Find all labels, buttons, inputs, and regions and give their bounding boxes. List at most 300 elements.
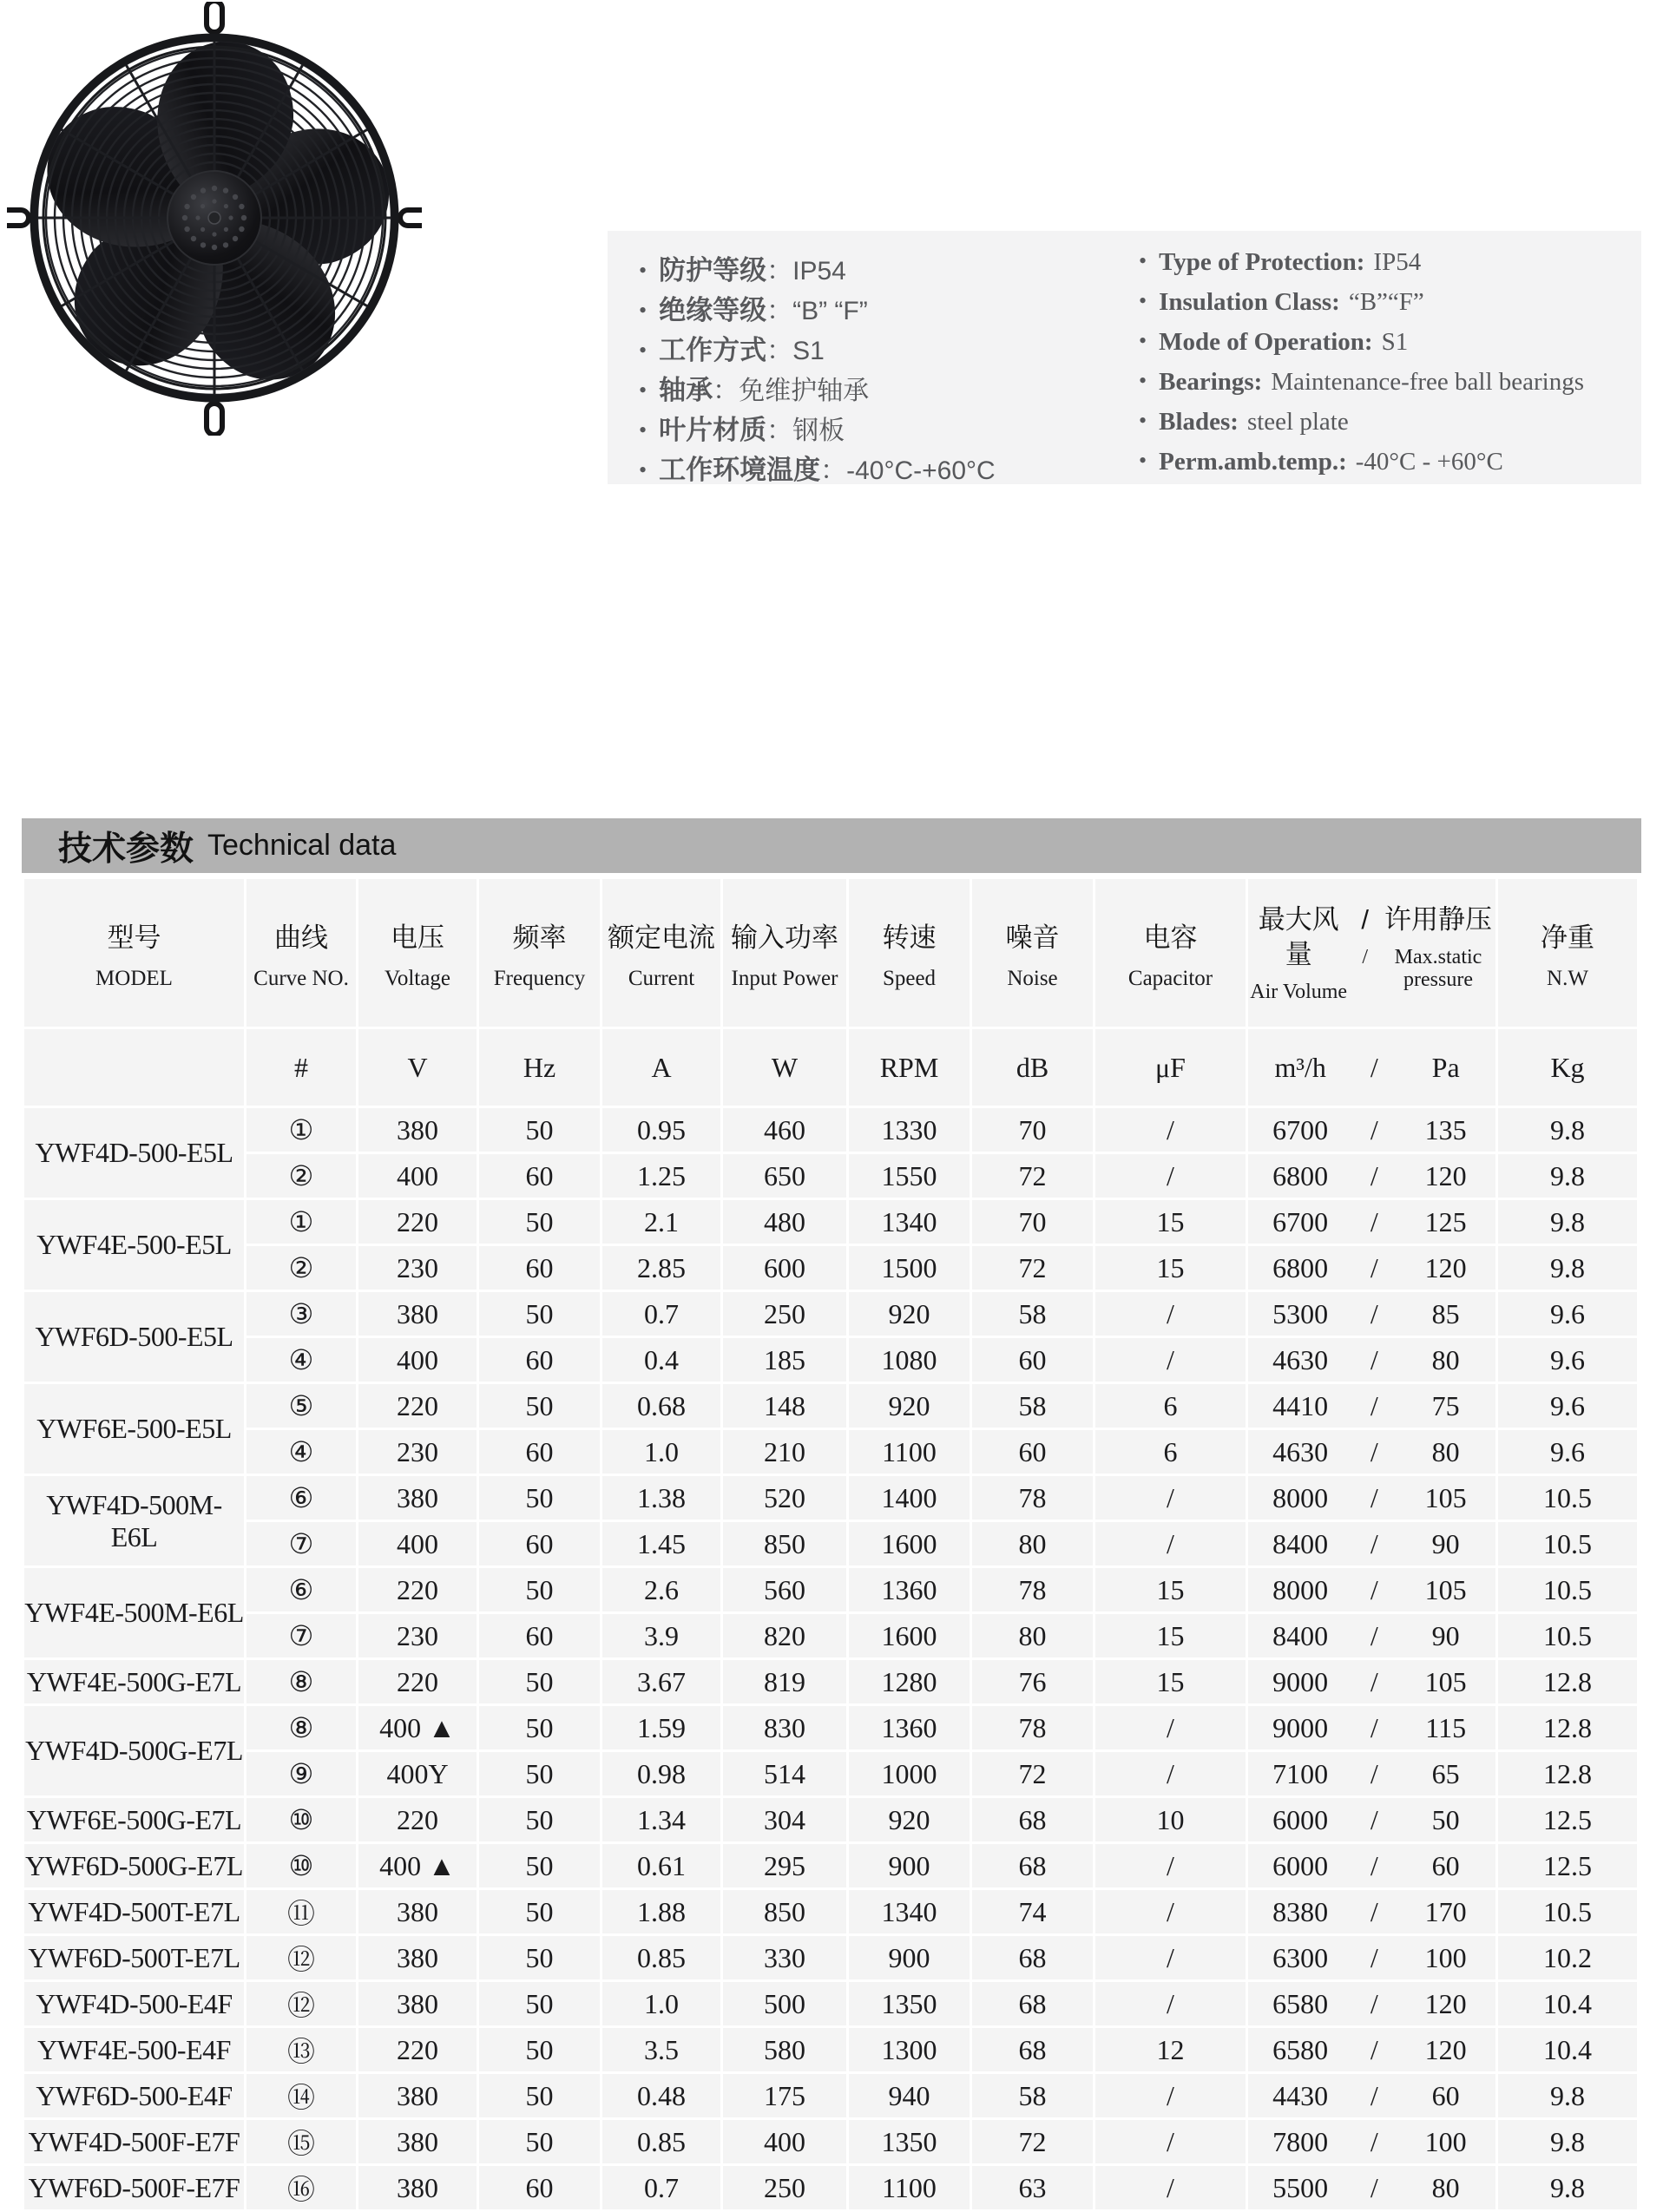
unit-cell: RPM [849, 1029, 970, 1106]
net-weight-cell: 9.8 [1498, 2166, 1637, 2209]
static-pressure-value: 125 [1424, 1205, 1467, 1237]
input-power-cell: 500 [723, 1982, 846, 2025]
spec-item-en [1139, 288, 1584, 328]
air-volume-value: 6580 [1272, 1987, 1329, 2019]
table-row [24, 2074, 1637, 2117]
bullet-icon: • [639, 457, 647, 482]
air-slash: / [1370, 1389, 1378, 1421]
spec-item-cn [639, 288, 996, 328]
noise-cell: 58 [972, 2074, 1093, 2117]
column-header-text [972, 916, 1093, 991]
bullet-icon: • [1139, 288, 1147, 313]
bullet-icon: • [1139, 448, 1147, 473]
noise-cell: 68 [972, 1936, 1093, 1979]
static-pressure-value: 105 [1424, 1665, 1467, 1697]
table-row [24, 1522, 1637, 1565]
table-row [24, 1890, 1637, 1933]
air-volume-value: 8400 [1272, 1619, 1329, 1651]
voltage-cell: 400 [358, 1338, 477, 1382]
air-volume-value: 7800 [1272, 2125, 1329, 2157]
curve-no-cell: ⑨ [246, 1752, 356, 1795]
noise-cell: 70 [972, 1200, 1093, 1244]
noise-cell: 78 [972, 1706, 1093, 1749]
table-row [24, 1476, 1637, 1520]
column-header-text [849, 916, 970, 991]
current-cell: 0.98 [602, 1752, 720, 1795]
air-volume-values [1248, 1942, 1495, 1974]
spec-value: 钢板 [792, 417, 845, 445]
speed-cell: 1600 [849, 1522, 970, 1565]
air-slash: / [1370, 1757, 1378, 1789]
input-power-cell: 820 [723, 1614, 846, 1657]
voltage-cell: 380 [358, 2166, 477, 2209]
header-cn: 频率 [512, 922, 567, 953]
capacitor-cell: / [1095, 1752, 1246, 1795]
table-row [24, 1430, 1637, 1474]
capacitor-cell: / [1095, 1982, 1246, 2025]
model-cell: YWF4D-500M-E6L [24, 1476, 244, 1565]
speed-cell: 1280 [849, 1660, 970, 1703]
air-volume-cell [1248, 1108, 1495, 1152]
capacitor-cell: / [1095, 1936, 1246, 1979]
air-volume-value: 8380 [1272, 1895, 1329, 1927]
header-en: Air Volume [1250, 981, 1348, 1003]
current-cell: 1.45 [602, 1522, 720, 1565]
static-pressure-value: 65 [1431, 1757, 1460, 1789]
input-power-cell: 560 [723, 1568, 846, 1611]
input-power-cell: 210 [723, 1430, 846, 1474]
speed-cell: 1360 [849, 1706, 970, 1749]
current-cell: 1.25 [602, 1154, 720, 1198]
voltage-cell: 220 [358, 1660, 477, 1703]
current-cell: 0.85 [602, 2120, 720, 2163]
table-row [24, 1982, 1637, 2025]
input-power-cell: 850 [723, 1890, 846, 1933]
unit-cell: μF [1095, 1029, 1246, 1106]
curve-no-cell: ① [246, 1108, 356, 1152]
current-cell: 0.4 [602, 1338, 720, 1382]
curve-no-cell: ⑯ [246, 2166, 356, 2209]
noise-cell: 72 [972, 1154, 1093, 1198]
capacitor-cell: / [1095, 1890, 1246, 1933]
current-cell: 0.7 [602, 2166, 720, 2209]
capacitor-cell: / [1095, 2166, 1246, 2209]
air-volume-value: 5500 [1272, 2171, 1329, 2203]
speed-cell: 1400 [849, 1476, 970, 1520]
input-power-cell: 295 [723, 1844, 846, 1887]
air-volume-values [1248, 2080, 1495, 2112]
curve-no-cell: ① [246, 1200, 356, 1244]
frequency-cell: 60 [479, 1614, 600, 1657]
air-volume-cell [1248, 1384, 1495, 1428]
frequency-cell: 50 [479, 1384, 600, 1428]
model-cell: YWF6D-500G-E7L [24, 1844, 244, 1887]
frequency-cell: 50 [479, 1476, 600, 1520]
input-power-cell: 330 [723, 1936, 846, 1979]
net-weight-cell: 10.5 [1498, 1476, 1637, 1520]
spec-value: 免维护轴承 [739, 377, 870, 405]
column-header [602, 879, 720, 1027]
air-volume-value: 8000 [1272, 1573, 1329, 1605]
table-row [24, 1108, 1637, 1152]
air-volume-value: 6700 [1272, 1205, 1329, 1237]
air-volume-value: 6800 [1272, 1251, 1329, 1283]
capacitor-cell: / [1095, 1154, 1246, 1198]
voltage-cell: 220 [358, 1568, 477, 1611]
speed-cell: 1500 [849, 1246, 970, 1290]
voltage-cell: 380 [358, 1292, 477, 1336]
curve-no-cell: ⑭ [246, 2074, 356, 2117]
speed-cell: 1000 [849, 1752, 970, 1795]
air-volume-units [1248, 1052, 1495, 1084]
curve-no-cell: ② [246, 1246, 356, 1290]
table-row [24, 1384, 1637, 1428]
header-en: Noise [1007, 966, 1058, 990]
noise-cell: 74 [972, 1890, 1093, 1933]
specs-list-en [1139, 248, 1584, 488]
curve-no-cell: ⑦ [246, 1522, 356, 1565]
speed-cell: 1340 [849, 1200, 970, 1244]
table-row [24, 1936, 1637, 1979]
air-slash: / [1370, 1849, 1378, 1881]
spec-value: -40°C - +60°C [1355, 448, 1503, 476]
net-weight-cell: 10.5 [1498, 1522, 1637, 1565]
table-row [24, 1200, 1637, 1244]
air-volume-cell [1248, 1522, 1495, 1565]
frequency-cell: 50 [479, 1706, 600, 1749]
air-volume-values [1248, 2034, 1495, 2066]
current-cell: 1.34 [602, 1798, 720, 1841]
air-volume-values [1248, 1620, 1495, 1652]
static-pressure-value: 90 [1431, 1619, 1460, 1651]
header-cn: 电容 [1143, 922, 1198, 953]
speed-cell: 940 [849, 2074, 970, 2117]
air-volume-cell [1248, 2028, 1495, 2071]
spec-value: “B” “F” [792, 297, 868, 325]
voltage-cell: 220 [358, 1384, 477, 1428]
curve-no-cell: ⑮ [246, 2120, 356, 2163]
static-pressure-value: 80 [1431, 1435, 1460, 1467]
curve-no-cell: ⑬ [246, 2028, 356, 2071]
capacitor-cell: 12 [1095, 2028, 1246, 2071]
curve-no-cell: ⑤ [246, 1384, 356, 1428]
slash-en: / [1362, 946, 1369, 968]
capacitor-cell: / [1095, 1108, 1246, 1152]
net-weight-cell: 9.8 [1498, 1154, 1637, 1198]
static-pressure-value: 170 [1424, 1895, 1467, 1927]
air-volume-values [1248, 1758, 1495, 1790]
curve-no-cell: ③ [246, 1292, 356, 1336]
curve-no-cell: ⑦ [246, 1614, 356, 1657]
net-weight-cell: 9.8 [1498, 1108, 1637, 1152]
table-row [24, 1614, 1637, 1657]
frequency-cell: 50 [479, 2074, 600, 2117]
air-volume-values [1248, 1390, 1495, 1422]
static-pressure-value: 60 [1431, 1849, 1460, 1881]
air-slash: / [1370, 1113, 1378, 1145]
air-volume-values [1248, 1482, 1495, 1514]
header-cn: 许用静压 [1384, 904, 1492, 935]
static-pressure-value: 100 [1424, 1941, 1467, 1973]
air-volume-values [1248, 2172, 1495, 2204]
air-volume-cell [1248, 1982, 1495, 2025]
air-volume-cell [1248, 1660, 1495, 1703]
air-volume-values [1248, 2126, 1495, 2158]
net-weight-cell: 9.8 [1498, 1246, 1637, 1290]
frequency-cell: 50 [479, 1982, 600, 2025]
noise-cell: 72 [972, 1246, 1093, 1290]
capacitor-cell: 15 [1095, 1200, 1246, 1244]
capacitor-cell: / [1095, 2074, 1246, 2117]
unit-slash: / [1370, 1051, 1378, 1083]
spec-value: IP54 [792, 257, 846, 286]
current-cell: 0.61 [602, 1844, 720, 1887]
current-cell: 3.67 [602, 1660, 720, 1703]
static-pressure-value: 105 [1424, 1481, 1467, 1513]
air-slash: / [1370, 2033, 1378, 2065]
air-volume-cell [1248, 2120, 1495, 2163]
spec-label: Perm.amb.temp.: [1159, 448, 1347, 476]
air-slash: / [1370, 1665, 1378, 1697]
column-header [723, 879, 846, 1027]
capacitor-cell: / [1095, 1844, 1246, 1887]
air-volume-values [1248, 1252, 1495, 1284]
spec-item-en [1139, 408, 1584, 448]
table-row [24, 2166, 1637, 2209]
static-pressure-value: 80 [1431, 1343, 1460, 1375]
air-slash: / [1370, 1619, 1378, 1651]
noise-cell: 78 [972, 1476, 1093, 1520]
voltage-cell: 380 [358, 1936, 477, 1979]
input-power-cell: 175 [723, 2074, 846, 2117]
net-weight-cell: 12.8 [1498, 1752, 1637, 1795]
speed-cell: 900 [849, 1936, 970, 1979]
header-en: Curve NO. [253, 966, 349, 990]
air-slash: / [1370, 1481, 1378, 1513]
air-slash: / [1370, 1251, 1378, 1283]
current-cell: 1.0 [602, 1430, 720, 1474]
noise-cell: 76 [972, 1660, 1093, 1703]
input-power-cell: 650 [723, 1154, 846, 1198]
model-cell: YWF4D-500F-E7F [24, 2120, 244, 2163]
air-volume-values [1248, 1298, 1495, 1330]
voltage-cell: 400 [358, 1154, 477, 1198]
input-power-cell: 600 [723, 1246, 846, 1290]
table-row [24, 1660, 1637, 1703]
header-en: Frequency [493, 966, 586, 990]
technical-data-table [22, 876, 1640, 2212]
bullet-icon: • [639, 258, 647, 283]
column-header [1498, 879, 1637, 1027]
fan-product-image [7, 2, 422, 436]
capacitor-cell: 15 [1095, 1614, 1246, 1657]
speed-cell: 1550 [849, 1154, 970, 1198]
noise-cell: 72 [972, 1752, 1093, 1795]
spec-separator: ： [713, 377, 739, 405]
air-volume-cell [1248, 1292, 1495, 1336]
speed-cell: 1360 [849, 1568, 970, 1611]
unit-air-volume: m³/h [1274, 1051, 1326, 1083]
noise-cell: 68 [972, 1798, 1093, 1841]
air-volume-header-left [1248, 903, 1349, 1003]
header-cn: 电压 [391, 922, 444, 953]
air-volume-header [1248, 903, 1495, 1003]
header-cn: 净重 [1541, 922, 1594, 953]
model-cell: YWF4D-500G-E7L [24, 1706, 244, 1795]
column-header [1095, 879, 1246, 1027]
net-weight-cell: 9.6 [1498, 1430, 1637, 1474]
voltage-cell: 380 [358, 2120, 477, 2163]
frequency-cell: 50 [479, 1936, 600, 1979]
header-en: Voltage [385, 966, 450, 990]
voltage-cell: 380 [358, 1982, 477, 2025]
static-pressure-value: 120 [1424, 1159, 1467, 1191]
input-power-cell: 514 [723, 1752, 846, 1795]
air-volume-values [1248, 1528, 1495, 1560]
column-header-text [479, 916, 600, 991]
current-cell: 0.85 [602, 1936, 720, 1979]
air-volume-cell [1248, 1154, 1495, 1198]
air-volume-value: 8000 [1272, 1481, 1329, 1513]
input-power-cell: 850 [723, 1522, 846, 1565]
header-cn: 噪音 [1005, 922, 1060, 953]
air-volume-cell [1248, 2074, 1495, 2117]
net-weight-cell: 12.8 [1498, 1660, 1637, 1703]
section-title-bar [22, 818, 1641, 873]
net-weight-cell: 9.8 [1498, 1200, 1637, 1244]
table-row [24, 1798, 1637, 1841]
air-volume-cell [1248, 1246, 1495, 1290]
air-slash: / [1370, 1573, 1378, 1605]
frequency-cell: 50 [479, 1108, 600, 1152]
curve-no-cell: ⑫ [246, 1982, 356, 2025]
input-power-cell: 460 [723, 1108, 846, 1152]
net-weight-cell: 9.8 [1498, 2120, 1637, 2163]
noise-cell: 58 [972, 1384, 1093, 1428]
frequency-cell: 60 [479, 1338, 600, 1382]
current-cell: 2.85 [602, 1246, 720, 1290]
capacitor-cell: / [1095, 1706, 1246, 1749]
net-weight-cell: 9.6 [1498, 1292, 1637, 1336]
frequency-cell: 60 [479, 1154, 600, 1198]
spec-value: Maintenance-free ball bearings [1271, 368, 1585, 396]
voltage-cell: 400 ▲ [358, 1844, 477, 1887]
air-slash: / [1370, 1895, 1378, 1927]
spec-item-cn [639, 248, 996, 288]
header-cn: 曲线 [274, 922, 328, 953]
table-row [24, 2028, 1637, 2071]
unit-cell: dB [972, 1029, 1093, 1106]
table-row [24, 1292, 1637, 1336]
speed-cell: 1300 [849, 2028, 970, 2071]
static-pressure-value: 85 [1431, 1297, 1460, 1329]
current-cell: 0.7 [602, 1292, 720, 1336]
spec-value: steel plate [1246, 408, 1349, 436]
current-cell: 1.0 [602, 1982, 720, 2025]
voltage-cell: 400 [358, 1522, 477, 1565]
unit-cell: A [602, 1029, 720, 1106]
frequency-cell: 50 [479, 1568, 600, 1611]
specs-list-cn [639, 248, 996, 488]
column-header [1248, 879, 1495, 1027]
spec-value: “B”“F” [1348, 288, 1424, 316]
table-row [24, 1844, 1637, 1887]
unit-cell: # [246, 1029, 356, 1106]
model-cell: YWF4D-500T-E7L [24, 1890, 244, 1933]
frequency-cell: 60 [479, 2166, 600, 2209]
net-weight-cell: 9.6 [1498, 1338, 1637, 1382]
frequency-cell: 50 [479, 1292, 600, 1336]
table-units-row [24, 1029, 1637, 1106]
voltage-cell: 230 [358, 1614, 477, 1657]
static-pressure-value: 105 [1424, 1573, 1467, 1605]
air-volume-value: 4430 [1272, 2079, 1329, 2111]
speed-cell: 920 [849, 1798, 970, 1841]
spec-separator: ： [766, 337, 793, 365]
air-volume-cell [1248, 1844, 1495, 1887]
input-power-cell: 400 [723, 2120, 846, 2163]
spec-label: Mode of Operation: [1159, 328, 1373, 356]
static-pressure-value: 60 [1431, 2079, 1460, 2111]
header-cn: 额定电流 [608, 922, 715, 953]
air-volume-value: 7100 [1272, 1757, 1329, 1789]
spec-value: S1 [792, 337, 825, 365]
air-slash: / [1370, 1711, 1378, 1743]
voltage-cell: 230 [358, 1430, 477, 1474]
current-cell: 0.95 [602, 1108, 720, 1152]
section-title-en: Technical data [207, 829, 397, 862]
air-slash: / [1370, 1527, 1378, 1559]
net-weight-cell: 9.6 [1498, 1384, 1637, 1428]
curve-no-cell: ⑧ [246, 1660, 356, 1703]
header-cn: 最大风量 [1258, 904, 1339, 969]
air-volume-values [1248, 1436, 1495, 1468]
bullet-icon: • [639, 338, 647, 363]
axial-fan-illustration [7, 2, 422, 436]
current-cell: 1.59 [602, 1706, 720, 1749]
model-cell: YWF4E-500-E4F [24, 2028, 244, 2071]
capacitor-cell: / [1095, 1338, 1246, 1382]
model-cell: YWF6D-500F-E7F [24, 2166, 244, 2209]
voltage-cell: 220 [358, 1200, 477, 1244]
net-weight-cell: 10.4 [1498, 1982, 1637, 2025]
net-weight-cell: 10.5 [1498, 1568, 1637, 1611]
air-volume-value: 6800 [1272, 1159, 1329, 1191]
air-volume-header-slash [1361, 903, 1369, 968]
curve-no-cell: ⑪ [246, 1890, 356, 1933]
static-pressure-value: 80 [1431, 2171, 1460, 2203]
speed-cell: 1600 [849, 1614, 970, 1657]
air-slash: / [1370, 1803, 1378, 1835]
spec-label: Insulation Class: [1159, 288, 1340, 316]
air-slash: / [1370, 1987, 1378, 2019]
input-power-cell: 250 [723, 2166, 846, 2209]
air-volume-value: 6000 [1272, 1803, 1329, 1835]
input-power-cell: 250 [723, 1292, 846, 1336]
air-volume-value: 8400 [1272, 1527, 1329, 1559]
spec-label: Blades: [1159, 408, 1239, 436]
noise-cell: 68 [972, 1982, 1093, 2025]
table-row [24, 1752, 1637, 1795]
current-cell: 1.88 [602, 1890, 720, 1933]
air-slash: / [1370, 1205, 1378, 1237]
speed-cell: 1080 [849, 1338, 970, 1382]
net-weight-cell: 9.8 [1498, 2074, 1637, 2117]
capacitor-cell: 15 [1095, 1246, 1246, 1290]
noise-cell: 68 [972, 2028, 1093, 2071]
spec-separator: ： [766, 297, 793, 325]
table-row [24, 1706, 1637, 1749]
